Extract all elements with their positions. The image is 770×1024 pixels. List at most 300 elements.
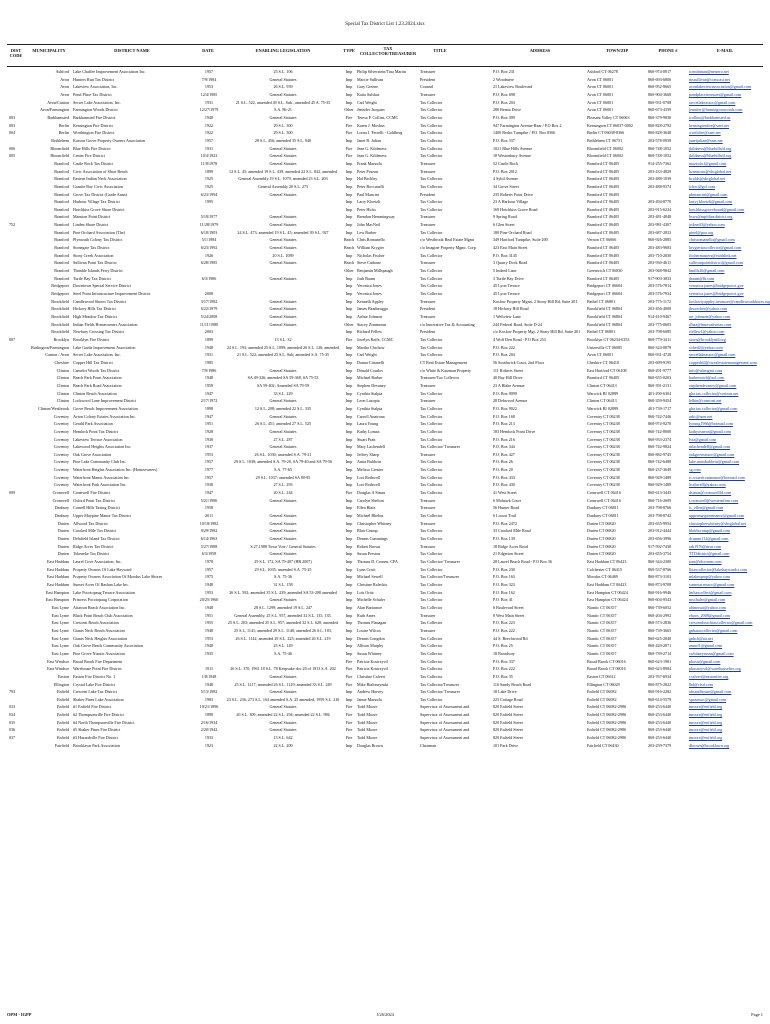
cell-enabling-legislation: General Statutes (269, 76, 297, 82)
column-header-row (7, 44, 763, 67)
cell-email[interactable]: jbaum@lh.com (689, 275, 715, 281)
cell-title: Tax Collector (420, 130, 443, 136)
cell-date: 1955 (204, 620, 214, 626)
cell-district-name: Harbour Village Tax District (73, 199, 120, 205)
cell-municipality: East Hampton (45, 589, 69, 595)
cell-email[interactable]: tom@tdcronen.com (689, 559, 722, 564)
cell-municipality: Clinton (56, 375, 69, 381)
cell-dist-code: 007 (9, 336, 16, 342)
footer-page-number: Page 1 (751, 1012, 763, 1017)
cell-phone: 860-875-2822 (648, 681, 672, 687)
cell-email[interactable]: gnhcb@att.net (689, 635, 713, 641)
cell-type: Beach (343, 260, 355, 266)
cell-tax-collector: Lois Ortiz (357, 589, 374, 595)
cell-phone: 860-253-6440 (648, 712, 672, 718)
cell-town-zip: Enfield CT 06082-2986 (587, 719, 627, 725)
cell-email[interactable]: rfellew1@yahoo.com (689, 329, 725, 335)
cell-email[interactable]: stephendevaney@gmail.com (689, 382, 737, 388)
cell-email[interactable]: arkc@snet.net (689, 413, 713, 419)
cell-phone: 860-613-3443 (648, 490, 672, 496)
cell-title: Treasurer (420, 520, 436, 526)
cell-dist-code: 033 (9, 704, 16, 710)
cell-district-name: Oak Grove Association (73, 451, 112, 457)
cell-phone: 860-625-2840 (648, 635, 672, 641)
cell-date: 1948 (204, 604, 214, 610)
cell-district-name: Princess Pocotopaug Corporation (73, 597, 128, 603)
cell-enabling-legislation: 26 S.L. 939 (273, 84, 293, 90)
cell-district-name: Blue Hills Fire District (73, 145, 111, 151)
cell-tax-collector: Christine Calvert (357, 673, 386, 679)
cell-phone: 860-873-9708 (648, 581, 672, 587)
cell-email[interactable]: mlachendell@gmail.com (689, 444, 731, 450)
cell-email[interactable]: barbermich@aol.com (689, 375, 725, 381)
cell-address: 18 Lake Drive (493, 689, 517, 695)
cell-town-zip: Branford CT 06405 (587, 222, 620, 228)
cell-enabling-legislation: S.A. 86-21 (274, 107, 292, 113)
cell-type: Other (344, 268, 354, 274)
cell-email[interactable]: TTDdistrict@gmail.com (689, 551, 730, 557)
cell-municipality: Branford (54, 260, 69, 266)
cell-date: 6/23/1994 (200, 191, 218, 197)
cell-type: Fire (345, 727, 353, 733)
cell-title: Tax Collector (420, 153, 443, 159)
cell-town-zip: Darien CT 06820 (587, 520, 616, 526)
cell-email[interactable]: jrtkneil3@yahoo.com (689, 222, 725, 228)
cell-tax-collector: Donna Cittanelli (357, 359, 385, 365)
cell-enabling-legislation: 29 S.L. 300 (273, 122, 293, 128)
cell-phone: 860-931-4728 (648, 352, 672, 358)
cell-title: Treasurer (420, 505, 436, 511)
cell-email[interactable]: sg.com (689, 467, 701, 473)
cell-address: 45 Lyon Terrace (493, 283, 520, 289)
cell-title: Supervisor of Assessment and (420, 735, 470, 741)
cell-town-zip: Coventry CT 06238 (587, 482, 620, 488)
cell-enabling-legislation: General Statutes (269, 153, 297, 159)
cell-email[interactable]: ahcandhouse@gmail.com (689, 689, 732, 695)
cell-email[interactable]: jkildness@bluehillsfd.org (689, 145, 732, 151)
cell-date: 1947 (204, 413, 214, 419)
cell-email[interactable]: larryj.kloetzli@gmail.com (689, 199, 733, 205)
cell-phone: 860-739-3665 (648, 627, 672, 633)
cell-enabling-legislation: General Statutes (269, 245, 297, 251)
cell-title: Tax Collector (420, 421, 443, 427)
cell-type: Imp (345, 650, 353, 656)
cell-email[interactable]: oakgroveassoc@gmail.com (689, 451, 735, 457)
cell-email[interactable]: janetjulian@snet.net (689, 137, 723, 143)
cell-email[interactable]: dsimas@cromwellfd.com (689, 490, 732, 496)
cell-title: Tax Collector (420, 268, 443, 274)
cell-date: 1898 (204, 712, 214, 718)
cell-email[interactable]: lrothwell@yahoo.com (689, 482, 726, 488)
cell-enabling-legislation: 26 S.L. 1142; amended 29 S.L. 225; amended 26 S.L. 219 (235, 635, 331, 641)
cell-district-name: Allwood Tax District (73, 520, 108, 526)
cell-tax-collector: Christine Raleckis (357, 581, 388, 587)
cell-tax-collector: Melissa Grenier (357, 467, 384, 473)
cell-email[interactable]: fitchermasters@earthlink.net (689, 252, 737, 258)
cell-municipality: East Lyme (51, 643, 69, 649)
cell-date: 6/28/1985 (200, 260, 218, 266)
cell-email[interactable]: tcollins@barkhamsted.us (689, 114, 731, 120)
cell-enabling-legislation: 27 S.L. 293 (273, 482, 293, 488)
cell-district-name: Lakeview Terrace Association (73, 436, 123, 442)
cell-email[interactable]: pkostrzyvil@warehousefire.org (689, 666, 741, 672)
cell-email[interactable]: uppermaypinemanor@gmail.com (689, 513, 745, 519)
cell-email[interactable]: mschuler@gmail.com (689, 597, 726, 603)
table-row (7, 581, 763, 589)
cell-phone: 860-673-4359 (648, 107, 672, 113)
cell-district-name: Attawan Beach Association Inc. (73, 604, 126, 610)
cell-tax-collector: Josh Baum (357, 275, 376, 281)
cell-tax-collector: Todd Moore (357, 727, 378, 733)
cell-date: 1911 (204, 666, 214, 672)
cell-district-name: Steel Point Infrastructure Improvement District (73, 291, 151, 297)
cell-email[interactable]: lelkin@comcast.net (689, 398, 722, 404)
cell-municipality: Branford (54, 237, 69, 243)
cell-email[interactable]: tmoore@enfield.org (689, 727, 723, 733)
cell-title: c/o Imagine Property Mgmt. Corp (420, 245, 476, 251)
cell-district-name: Lakewood Heights Association Inc. (73, 444, 132, 450)
cell-email[interactable]: pbmancini@gmail.com (689, 191, 728, 197)
cell-email[interactable]: sullivanpointdistrict@gmail.com (689, 260, 743, 266)
cell-date: 1947 (204, 390, 214, 396)
cell-tax-collector: Alan Bartomoe (357, 604, 383, 610)
cell-municipality: Cheshire (54, 359, 69, 365)
cell-email[interactable]: t.cromwell@westernfirm.com (689, 497, 739, 503)
cell-email[interactable]: lvta@gmail.com (689, 436, 717, 442)
cell-email[interactable]: bsws@mpfdtaxdistrict.org (689, 214, 733, 220)
cell-date: 1937 (204, 444, 214, 450)
cell-type: Imp (345, 69, 353, 74)
table-row (7, 397, 763, 405)
cell-email[interactable]: worthfire@snet.net (689, 130, 721, 136)
cell-date: 9/29/1982 (200, 528, 218, 534)
cell-type: Imp (345, 252, 353, 258)
cell-date: 1953 (204, 451, 214, 457)
cell-email[interactable]: secretlakeassoc@gmail.com (689, 99, 736, 105)
cell-date: 2/16/1934 (200, 719, 218, 725)
cell-email[interactable]: crescentbeachtaxcollector@gmail.com (689, 620, 753, 626)
cell-date: 1931 (204, 352, 214, 358)
cell-date: 6/3/1958 (201, 551, 217, 557)
cell-address: 820 Enfield Street (493, 727, 523, 733)
cell-tax-collector: Hal Beckley (357, 176, 378, 182)
cell-enabling-legislation: General Statutes (269, 727, 297, 733)
cell-phone: 860-904-3668 (648, 91, 672, 97)
cell-email[interactable]: bcolds@sbcglobal.net (689, 176, 726, 182)
cell-district-name: Broad Brook Fire Department (73, 658, 123, 664)
table-row (7, 259, 763, 267)
cell-enabling-legislation: General Statutes (269, 536, 297, 542)
cell-type: Fire (345, 735, 353, 741)
cell-address: P.O. Box 213 (493, 421, 515, 427)
table-row (7, 589, 763, 597)
cell-district-name: Pine Grove Niantic Association (73, 650, 125, 656)
cell-email[interactable]: chrisromanello@gmail.com (689, 237, 735, 243)
cell-phone: 203-655-9954 (648, 520, 672, 526)
cell-email[interactable]: krygiertaxcollector@gmail.com (689, 245, 742, 251)
cell-district-name: Black Point Beach Club Association (73, 612, 133, 618)
table-row (7, 137, 763, 145)
cell-title: Tax Collector (420, 467, 443, 473)
cell-date: 5/24/2008 (200, 314, 218, 319)
cell-town-zip: Enfield CT 06082-2986 (587, 704, 627, 710)
cell-date: 1899 (204, 168, 214, 174)
cell-title: Tax Collector (420, 589, 443, 595)
cell-address: P.O. Box 222 (493, 666, 515, 672)
cell-address: P.O. Box 9022 (493, 405, 517, 411)
cell-address: 33 Crooked Mile Road (493, 528, 531, 534)
cell-date: 2011 (204, 513, 214, 519)
cell-municipality: East Haddam (47, 559, 69, 564)
cell-district-name: Indian Fields Homeowners Association (73, 321, 138, 327)
cell-tax-collector: Veronica Jones (357, 283, 382, 289)
cell-municipality: Coventry (53, 451, 69, 457)
cell-type: Imp (345, 474, 353, 480)
cell-email[interactable]: veronica.jones@bridgeportct.gov (689, 283, 744, 289)
cell-title: Tax Collector (420, 229, 443, 235)
cell-enabling-legislation: General Statutes (269, 191, 297, 197)
cell-municipality: East Windsor (47, 658, 69, 664)
cell-enabling-legislation: General Statutes (269, 520, 297, 526)
cell-address: 116 Sandy Beach Road (493, 681, 532, 687)
cell-address: 180 Pine Orchard Road (493, 229, 532, 235)
cell-email[interactable]: pkostr@gmail.com (689, 658, 721, 664)
cell-tax-collector: Frank Mazzola (357, 160, 382, 166)
cell-town-zip: Branford CT 06405 (587, 176, 620, 182)
cell-phone: 203-259-7379 (648, 742, 672, 748)
cell-date: 1931 (204, 145, 214, 151)
cell-enabling-legislation: 20 S.L. 1089 (272, 252, 294, 258)
cell-town-zip: Niantic CT 06357 (587, 643, 617, 649)
table-row (7, 114, 763, 122)
cell-title: Tax Collector (420, 658, 443, 664)
cell-district-name: Laurel Cove Association, Inc. (73, 559, 122, 564)
cell-address: P.O. Box 230 (493, 566, 515, 572)
cell-address: 3 Quarry Dock Road (493, 260, 528, 266)
cell-enabling-legislation: General Statutes (269, 91, 297, 97)
cell-email[interactable]: bmills26@gmail.com (689, 268, 725, 274)
cell-address: c/o Koslow Property Mgt, 2 Stony Hill Rd, Suite 201 (493, 329, 581, 335)
cell-municipality: East Lyme (51, 612, 69, 618)
cell-district-name: Shaker Pines Lake Association (73, 696, 124, 702)
cell-email[interactable]: lyoung1966@hotmail.com (689, 421, 733, 427)
cell-type: Fire (345, 122, 353, 128)
cell-email[interactable]: lmltaxcollect@gmail.com (689, 589, 732, 595)
cell-email[interactable]: mlakesprop@yahoo.com (689, 574, 730, 580)
cell-phone: 203-948-9842 (648, 268, 672, 274)
cell-town-zip: East Hartford CT 06108 (587, 367, 627, 373)
cell-district-name: Lake Pocotopaug Terrace Association (73, 589, 135, 595)
cell-email[interactable]: mssullivan@comcast.net (689, 76, 730, 82)
cell-district-name: Newbury Crossing Tax District (73, 329, 125, 335)
cell-email[interactable]: pinel@poa.org (689, 229, 714, 235)
cell-email[interactable]: tmoore@enfield.org (689, 735, 723, 741)
cell-address: 21 Edgerton Street (493, 551, 524, 557)
cell-address: 423 East Main Street (493, 245, 528, 251)
cell-address: 6 Mohawk Court (493, 497, 521, 503)
table-row (7, 390, 763, 398)
cell-town-zip: Branford CT 06405 (587, 191, 620, 197)
cell-email[interactable]: lake.anitabaldwin@gmail.com (689, 459, 740, 465)
cell-town-zip: Branford CT 06405 (587, 252, 620, 258)
cell-email[interactable]: hzanstrust@sbcglobal.net (689, 168, 732, 174)
cell-email[interactable]: jbwrecker@yahoo.com (689, 306, 728, 312)
cell-district-name: Copper Hill Tax District (73, 359, 113, 365)
cell-title: Supervisor of Assessment and (420, 712, 470, 718)
cell-address: 280 Beatta Drive (493, 107, 521, 113)
cell-type: Fire (345, 130, 353, 136)
cell-address: 56 Hunter Road (493, 505, 520, 511)
cell-type: Fire (345, 658, 353, 664)
cell-tax-collector: Michael Barber (357, 375, 383, 381)
cell-email[interactable]: gnbataxcollector@gmail.com (689, 627, 738, 633)
cell-email[interactable]: abinorsai@yahoo.com (689, 604, 726, 610)
table-row (7, 658, 763, 666)
cell-municipality: Coventry (53, 421, 69, 427)
cell-tax-collector: Blair Crump (357, 528, 378, 534)
cell-address: 18 Broadway (493, 650, 515, 656)
table-row (7, 91, 763, 99)
cell-district-name: Hemlock Point Tax District (73, 428, 119, 434)
cell-phone: 203-433-4829 (648, 168, 672, 174)
cell-district-name: Mansion Point District (73, 214, 111, 220)
cell-tax-collector: Dennis Congdon (357, 635, 385, 641)
cell-email[interactable]: jcboc@gol.com (689, 183, 715, 189)
cell-municipality: Coventry (53, 474, 69, 480)
cell-email[interactable]: info@wkmgmt.com (689, 367, 722, 373)
cell-email[interactable]: tmoore@enfield.org (689, 712, 723, 718)
cell-email[interactable]: lhd@cfsd.com (689, 681, 713, 687)
cell-tax-collector: Katia Sulskas (357, 91, 380, 97)
cell-email[interactable]: spsaassoc@gmail.com (689, 696, 727, 702)
cell-district-name: Waterfront Heights Association Inc. (Homeowners) (73, 467, 158, 473)
cell-email[interactable]: tmoore@enfield.org (689, 704, 723, 710)
cell-tax-collector: Jean G. Kildeness (357, 153, 387, 159)
cell-email[interactable]: secretlakeassoc@gmail.com (689, 352, 736, 358)
cell-title: Supervisor of Assessment and (420, 704, 470, 710)
cell-municipality: East Lyme (51, 627, 69, 633)
cell-email[interactable]: dbrown@brooklawn.org (689, 742, 730, 748)
cell-email[interactable]: vcbed2@yahoo.com (689, 344, 723, 350)
cell-email[interactable]: rab1976@msn.com (689, 543, 722, 549)
cell-email[interactable]: pondplacetreasurer@gmail.com (689, 91, 742, 97)
cell-type: Imp (345, 604, 353, 610)
cell-tax-collector: Susan Whitney (357, 650, 382, 656)
cell-address: 44 S. Beechwood Rd (493, 635, 528, 641)
cell-town-zip: Kensington CT 06037-0002 (587, 122, 633, 128)
cell-enabling-legislation: SA 59-402; Amended SA 79-59 (256, 382, 310, 388)
cell-email[interactable]: lhtaxcollector@lakehaywardct.com (689, 566, 748, 572)
table-row (7, 543, 763, 551)
cell-district-name: Center Fire District (73, 153, 105, 159)
cell-email[interactable]: jennifer@farmingtonwoods.com (689, 107, 743, 113)
cell-address: 28 Laurel Beach Road - P.O Box 36 (493, 559, 552, 564)
cell-type: Imp (345, 559, 353, 564)
cell-email[interactable]: ccalvert@eastonfire.org (689, 673, 729, 679)
cell-email[interactable]: swhitneyassns@gmail.com (689, 650, 734, 656)
cell-enabling-legislation: General Statutes (269, 114, 297, 120)
cell-town-zip: Branford CT 06405 (587, 206, 620, 212)
cell-municipality: Enfield (56, 727, 69, 733)
cell-enabling-legislation: 28 S.L. 456; amended 35 S.L. 940 (254, 137, 312, 143)
cell-address: 6 Boulevard Street (493, 604, 524, 610)
cell-municipality: Cromwell (52, 497, 69, 503)
cell-email[interactable]: copperhill@ctrealestatemanagement.com (689, 359, 757, 365)
cell-email[interactable]: hotchkissgroveboard@gmail.com (689, 206, 745, 212)
cell-district-name: #5 Shaker Pines Fire District (73, 727, 121, 733)
cell-email[interactable]: amurf1@gmail.com (689, 643, 722, 649)
cell-title: Treasurer (420, 398, 436, 404)
cell-title: Treasurer (420, 543, 436, 549)
cell-email[interactable]: tcrmfinnan@netzero.net (689, 69, 729, 74)
table-row (7, 573, 763, 581)
cell-email[interactable]: gba.tax.collector@gmail.com (689, 405, 738, 411)
cell-email[interactable]: tc.waterfrontmanor@hotmail.com (689, 474, 745, 480)
cell-email[interactable]: avonlakeviewassociation@gmail.com (689, 84, 752, 90)
cell-email[interactable]: gba.tax.collector@verizon.net (689, 390, 739, 396)
cell-district-name: Grove Tax District (Grade Anna) (73, 191, 127, 197)
cell-address: 18 Westonbury Avenue (493, 153, 531, 159)
cell-type: Imp (345, 390, 353, 396)
cell-tax-collector: Teresa P. Collins, CCMC (357, 114, 399, 120)
cell-email[interactable]: mazzola.f@gmail.com (689, 160, 727, 166)
cell-email[interactable]: jkildness@bluehillsfd.org (689, 153, 732, 159)
cell-email[interactable]: blairbcrump@gmail.com (689, 528, 731, 534)
cell-phone: 860-882-9745 (648, 451, 672, 457)
cell-phone: 401-739-1717 (648, 405, 672, 411)
cell-email[interactable]: ifhaa@innovativetax.com (689, 321, 732, 327)
cell-email[interactable]: christopherwhitney@sbcglobal.net (689, 520, 747, 526)
cell-tax-collector: Anita Baldwin (357, 459, 381, 465)
cell-enabling-legislation: General Statutes (269, 298, 297, 304)
cell-tax-collector: John MacNeil (357, 222, 381, 228)
cell-email[interactable]: art_johnson@yahoo.com (689, 314, 731, 319)
cell-municipality: Clinton (56, 382, 69, 388)
cell-email[interactable]: ehoos_2008@gmail.com (689, 612, 730, 618)
cell-town-zip: Coventry CT 06238 (587, 436, 620, 442)
cell-phone: 203-483-9683 (648, 245, 672, 251)
cell-municipality: East Haddam (47, 566, 69, 572)
cell-dist-code: 003 (9, 122, 16, 128)
cell-email[interactable]: kathyosneon@gmail.com (689, 428, 731, 434)
cell-email[interactable]: dcumm112@gmail.com (689, 536, 729, 542)
cell-date: 1975 (204, 574, 214, 580)
cell-address: 820 Enfield Street (493, 704, 523, 710)
cell-email[interactable]: sunsetacresacc@gmail.com (689, 581, 735, 587)
cell-email[interactable]: kensingtonfire@snet.net (689, 122, 730, 128)
cell-email[interactable]: taxes@brooklynfd.org (689, 336, 726, 342)
cell-address: P.O. Box 337 (493, 658, 515, 664)
cell-enabling-legislation: General Statutes (269, 260, 297, 266)
header-town-zip: TOWN/ZIP (605, 48, 629, 53)
cell-address: 4 Sybil Avenue (493, 176, 518, 182)
cell-type: Other (344, 107, 354, 113)
cell-tax-collector: Karen J. Moskus (357, 122, 385, 128)
table-row (7, 466, 763, 474)
cell-town-zip: Branford CT 06405 (587, 214, 620, 220)
cell-date: 1923 (204, 742, 214, 748)
cell-email[interactable]: koslowtyappley.treasurer@candlewoodshores.org (689, 298, 770, 304)
cell-municipality: Clinton/Westbrook (37, 405, 69, 411)
cell-email[interactable]: tmoore@enfield.org (689, 719, 723, 725)
cell-date: 5/13/1982 (200, 689, 218, 695)
cell-title: Chairman (420, 742, 437, 748)
cell-email[interactable]: veronica.jones@bridgeportct.gov (689, 291, 744, 297)
cell-email[interactable]: tc_ellen@gmail.com (689, 505, 724, 511)
cell-tax-collector: Carl Weight (357, 99, 377, 105)
cell-type: Imp (345, 183, 353, 189)
cell-phone: 914-255-7362 (648, 160, 672, 166)
